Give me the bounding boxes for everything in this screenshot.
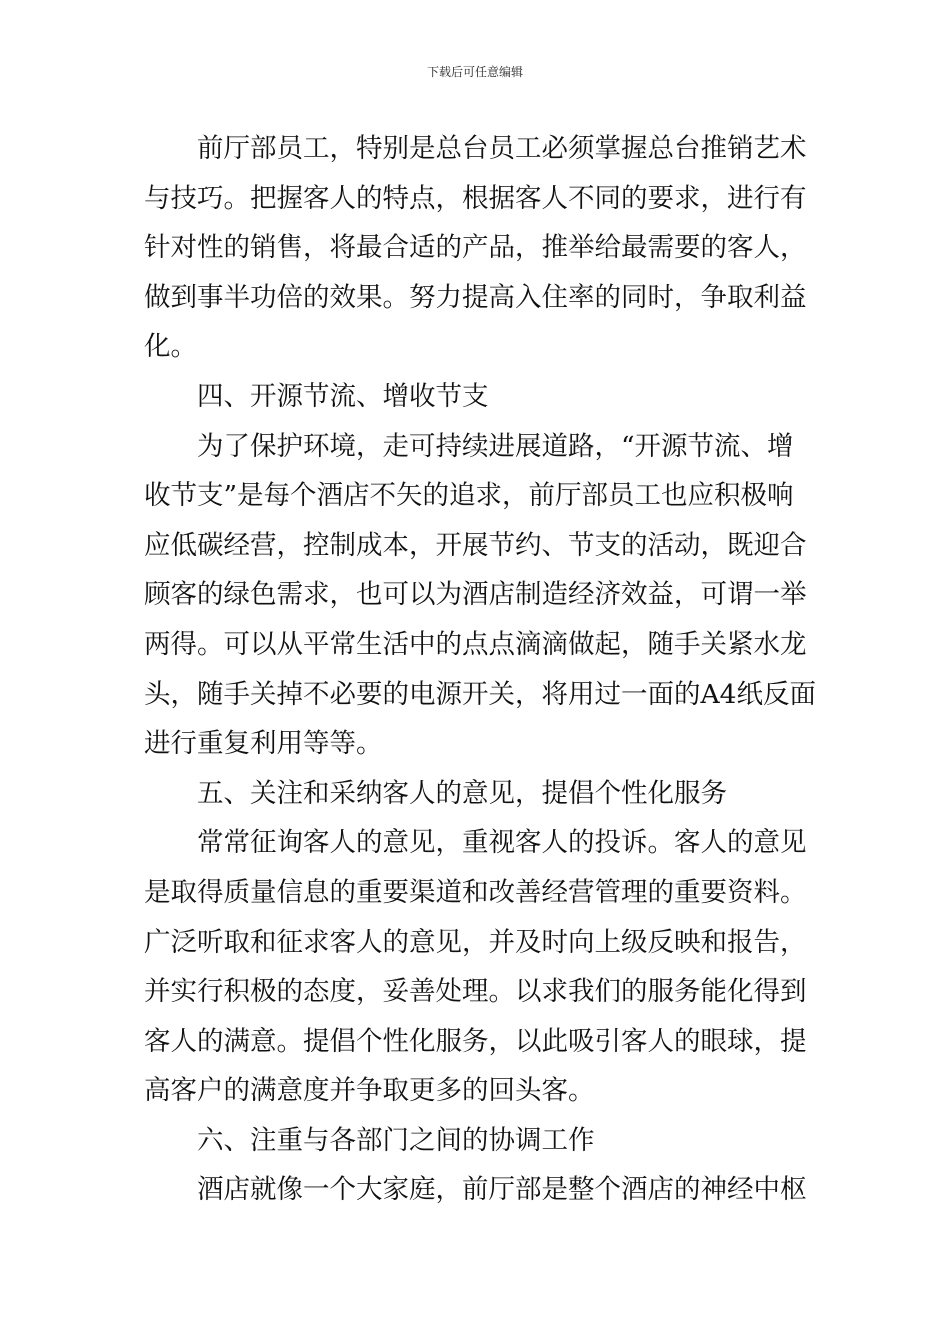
document-body: [144, 124, 816, 1215]
text-line: 是取得质量信息的重要渠道和改善经营管理的重要资料。: [144, 876, 807, 908]
section-heading: 六、注重与各部门之间的协调工作: [197, 1124, 595, 1156]
text-line: 针对性的销售，将最合适的产品，推举给最需要的客人，: [144, 232, 807, 264]
text-line: 收节支”是每个酒店不矢的追求，前厅部员工也应积极响: [144, 480, 794, 512]
section-heading: 四、开源节流、增收节支: [197, 380, 489, 412]
text-line: 与技巧。把握客人的特点，根据客人不同的要求，进行有: [144, 182, 807, 214]
text-line: 前厅部员工，特别是总台员工必须掌握总台推销艺术: [197, 133, 807, 164]
text-line: 客人的满意。提倡个性化服务，以此吸引客人的眼球，提: [144, 1025, 807, 1057]
text-line: 常常征询客人的意见，重视客人的投诉。客人的意见: [197, 827, 807, 859]
text-line: 应低碳经营，控制成本，开展节约、节支的活动，既迎合: [144, 529, 807, 561]
text-line: 高客户的满意度并争取更多的回头客。: [144, 1075, 595, 1107]
text-line: 进行重复利用等等。: [144, 728, 383, 760]
text-line: 头，随手关掉不必要的电源开关，将用过一面的A4纸反面: [144, 678, 816, 710]
page-header: 下载后可任意编辑: [426, 65, 523, 79]
text-line: 顾客的绿色需求，也可以为酒店制造经济效益，可谓一举: [144, 579, 807, 611]
text-line: 并实行积极的态度，妥善处理。以求我们的服务能化得到: [144, 976, 807, 1008]
text-line: 做到事半功倍的效果。努力提高入住率的同时，争取利益: [144, 281, 807, 313]
text-line: 为了保护环境，走可持续进展道路，“开源节流、增: [197, 430, 794, 462]
section-heading: 五、关注和采纳客人的意见，提倡个性化服务: [197, 777, 727, 809]
text-line: 酒店就像一个大家庭，前厅部是整个酒店的神经中枢: [197, 1174, 807, 1206]
text-line: 两得。可以从平常生活中的点点滴滴做起，随手关紧水龙: [144, 628, 807, 660]
text-line: 广泛听取和征求客人的意见，并及时向上级反映和报告，: [144, 926, 807, 958]
text-line: 化。: [144, 331, 197, 363]
